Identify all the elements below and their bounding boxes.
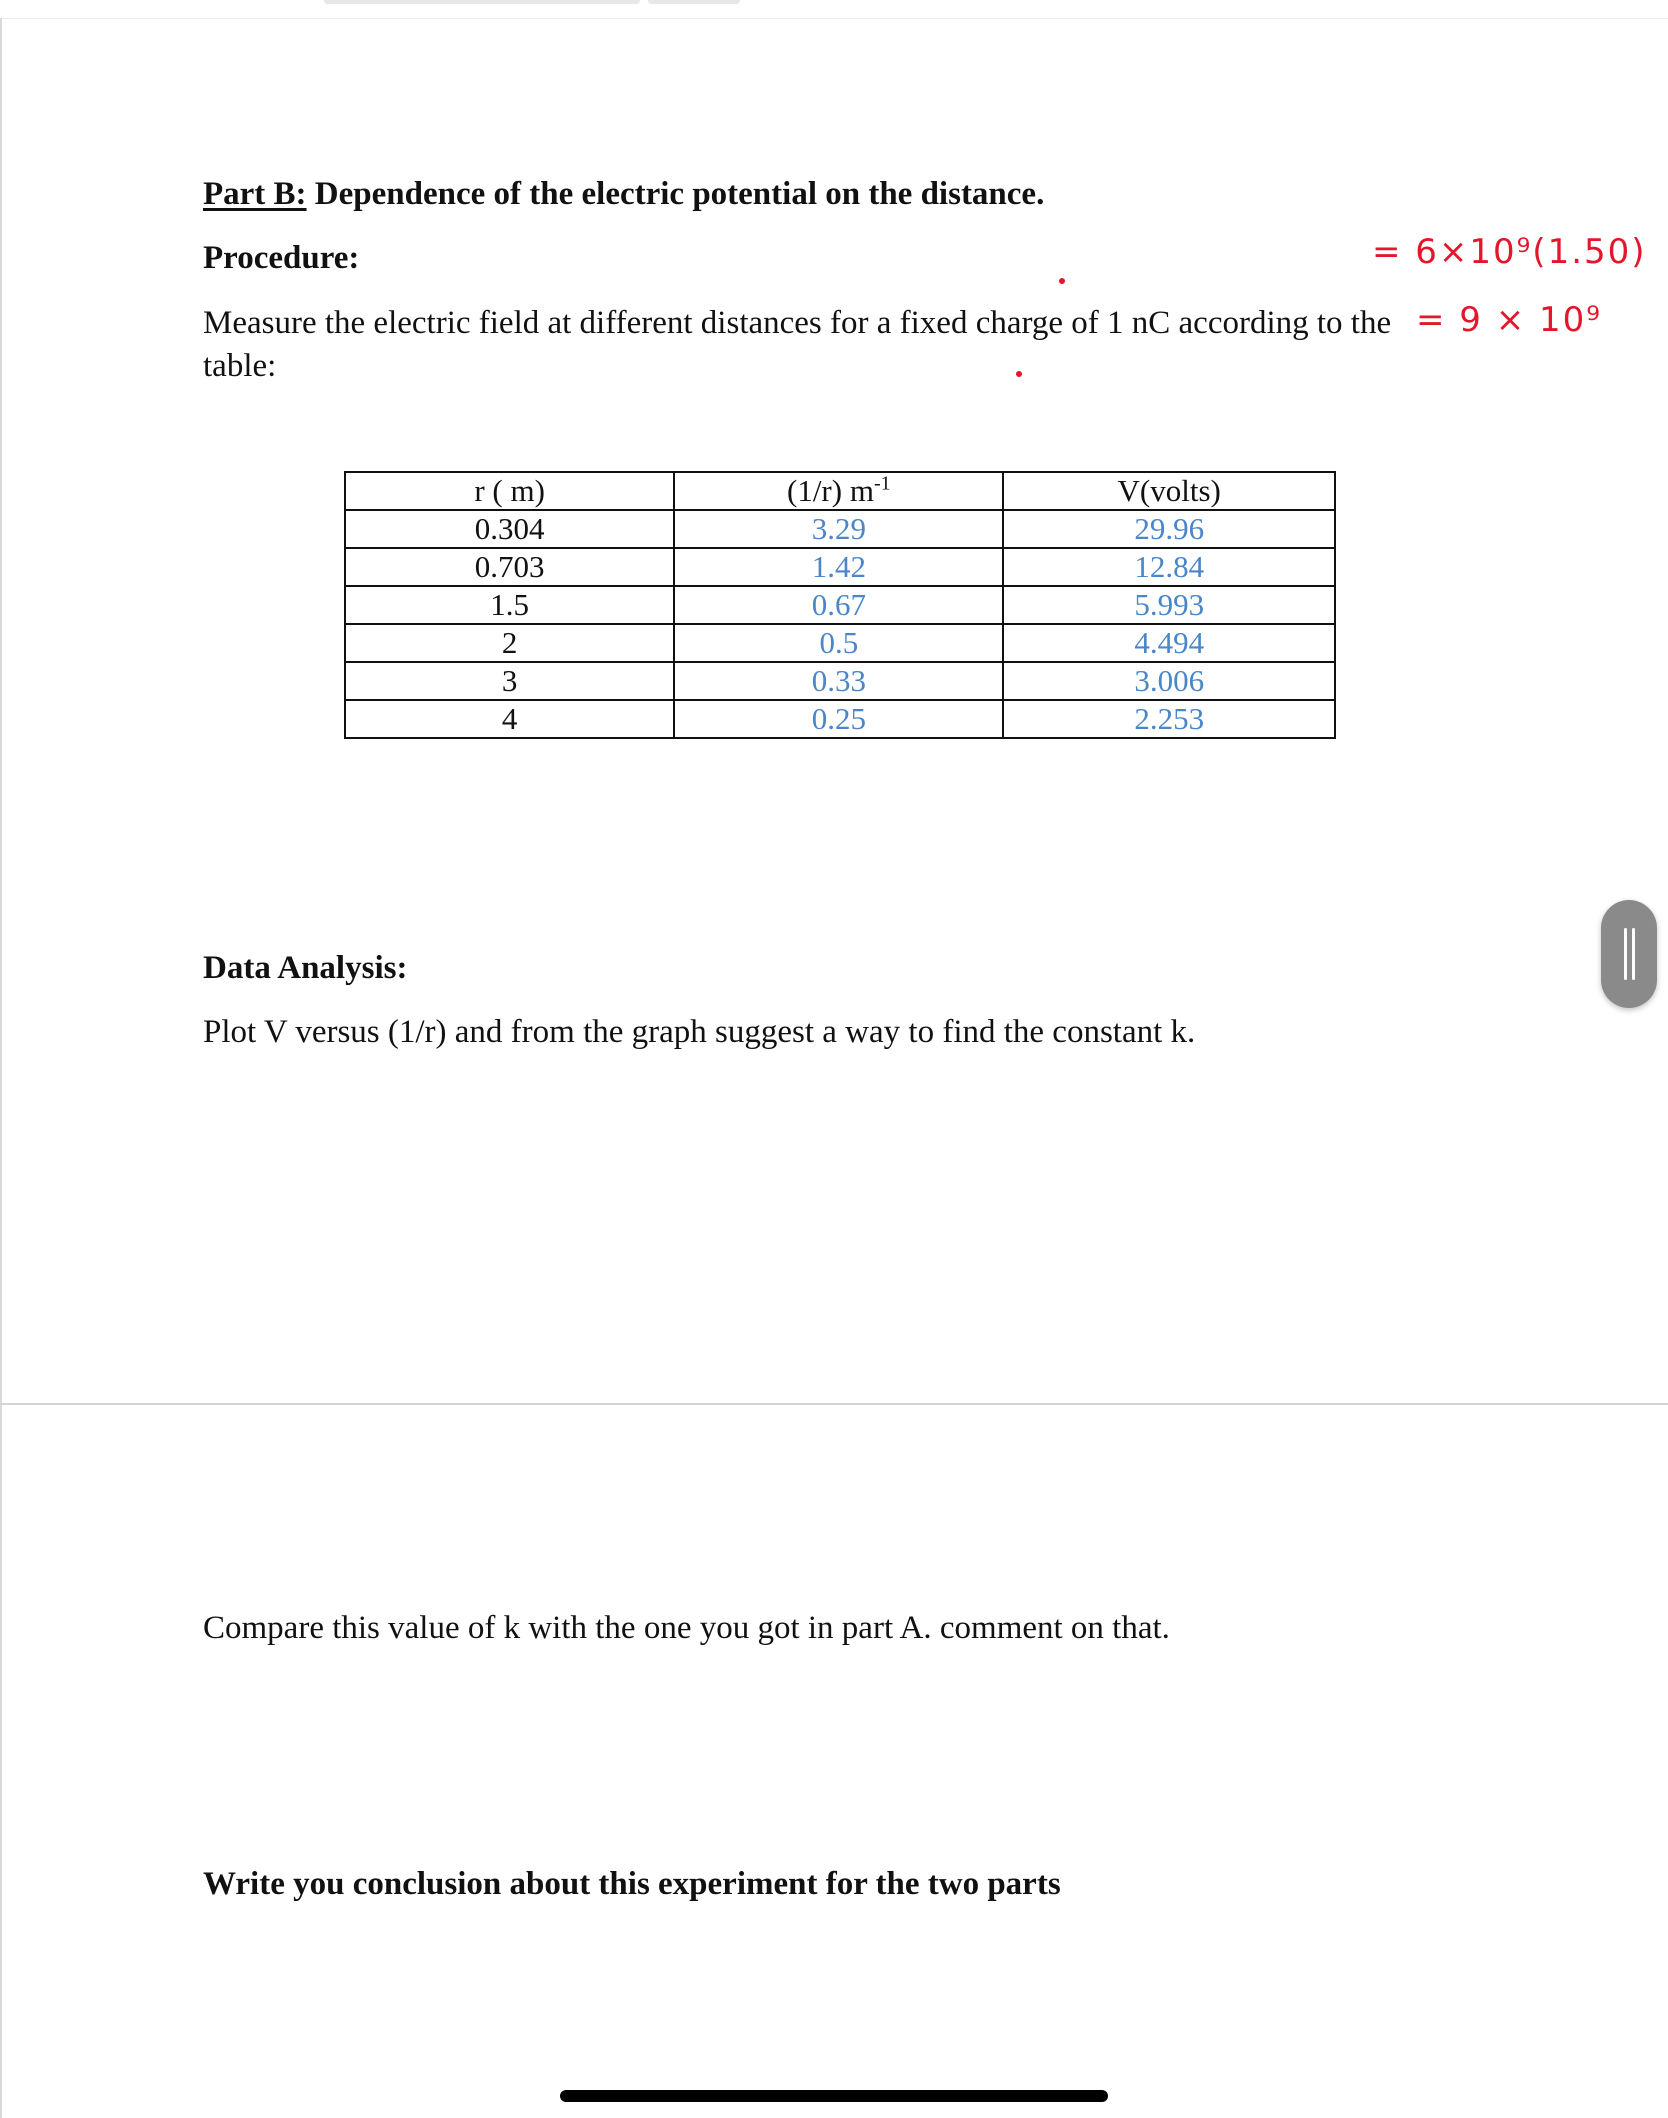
grip-line-icon [1624, 928, 1627, 980]
cell-voltage: 2.253 [1003, 700, 1335, 738]
procedure-text-line2: table: [203, 348, 277, 384]
conclusion-text: Write you conclusion about this experiment for the two parts [203, 1866, 1061, 1902]
cell-voltage: 12.84 [1003, 548, 1335, 586]
header-inverse-r: (1/r) $m^{-1}$ [674, 472, 1003, 510]
cell-r: 1.5 [345, 586, 674, 624]
table-row [345, 700, 1335, 738]
cell-voltage: 29.96 [1003, 510, 1335, 548]
cell-r: 0.304 [345, 510, 674, 548]
data-analysis-heading: Data Analysis: [203, 950, 408, 986]
table-row [345, 586, 1335, 624]
table-row [345, 548, 1335, 586]
part-b-prefix: Part B: [203, 176, 307, 212]
cell-voltage: 5.993 [1003, 586, 1335, 624]
table-row [345, 662, 1335, 700]
cell-r: 2 [345, 624, 674, 662]
home-indicator[interactable] [560, 2090, 1108, 2102]
ink-dot [1059, 278, 1065, 284]
toolbar-tab[interactable] [648, 0, 740, 4]
table-row [345, 624, 1335, 662]
ink-dot [1016, 371, 1022, 377]
header-r: r ( m) [345, 472, 674, 510]
table-header-row [345, 472, 1335, 510]
cell-voltage: 4.494 [1003, 624, 1335, 662]
header-voltage: V(volts) [1003, 472, 1335, 510]
toolbar-tab[interactable] [324, 0, 640, 4]
cell-r: 3 [345, 662, 674, 700]
top-toolbar-strip [0, 0, 1668, 19]
cell-inverse-r: 0.33 [674, 662, 1003, 700]
compare-text: Compare this value of k with the one you got in part A. comment on that. [203, 1610, 1170, 1646]
procedure-text-line1: Measure the electric field at different distances for a fixed charge of 1 nC according to the [203, 305, 1392, 341]
cell-inverse-r: 1.42 [674, 548, 1003, 586]
document-page-2 [0, 1405, 1668, 2118]
cell-voltage: 3.006 [1003, 662, 1335, 700]
cell-inverse-r: 0.25 [674, 700, 1003, 738]
scroll-handle[interactable] [1601, 900, 1657, 1008]
data-analysis-text: Plot V versus (1/r) and from the graph suggest a way to find the constant k. [203, 1014, 1196, 1050]
handwritten-annotation-line1: = 6×10⁹(1.50) [1372, 232, 1647, 272]
grip-line-icon [1632, 928, 1635, 980]
table-row [345, 510, 1335, 548]
cell-r: 0.703 [345, 548, 674, 586]
cell-r: 4 [345, 700, 674, 738]
procedure-heading: Procedure: [203, 240, 360, 276]
cell-inverse-r: 3.29 [674, 510, 1003, 548]
part-b-title: Dependence of the electric potential on the distance. [314, 176, 1045, 212]
part-b-heading [203, 173, 1044, 215]
cell-inverse-r: 0.5 [674, 624, 1003, 662]
cell-inverse-r: 0.67 [674, 586, 1003, 624]
measurement-table [344, 471, 1336, 739]
handwritten-annotation-line2: = 9 × 10⁹ [1416, 300, 1602, 340]
